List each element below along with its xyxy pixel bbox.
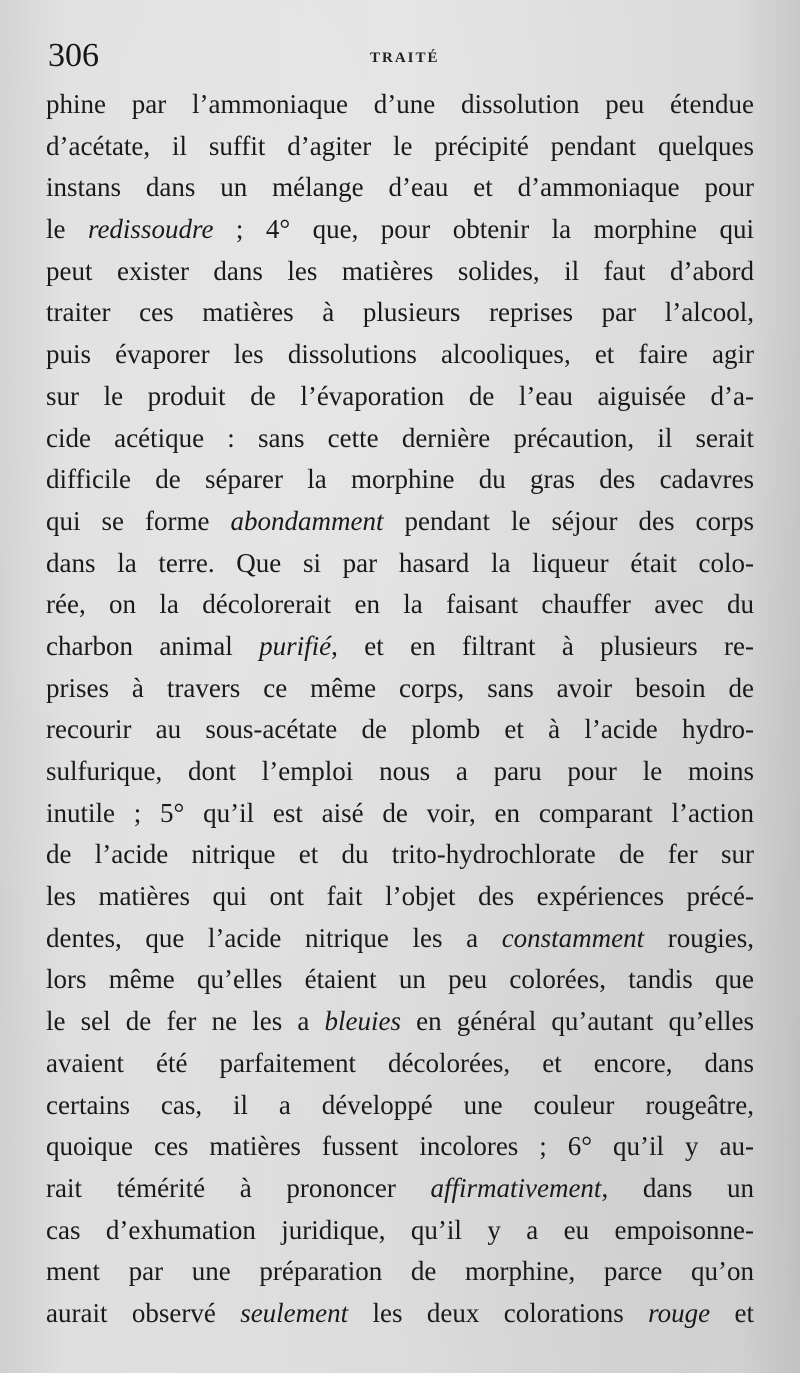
text-line [46, 793, 754, 835]
text-line [46, 1210, 754, 1252]
text-line [46, 84, 754, 126]
text-line [46, 251, 754, 293]
text-run: aurait observé [46, 1297, 241, 1328]
text-line [46, 1293, 754, 1335]
text-run: sur le produit de l’évaporation de l’eau aiguisée d’a- [46, 380, 754, 411]
text-run: en général qu’autant qu’elles [401, 1006, 755, 1037]
running-title: TRAITÉ [370, 50, 440, 66]
text-run: qui se forme [46, 505, 231, 536]
text-line [46, 334, 754, 376]
text-run: certains cas, il a développé une couleur rougeâtre, [46, 1089, 754, 1120]
text-run: inutile ; 5° qu’il est aisé de voir, en comparant l’action [46, 797, 754, 828]
text-run: cide acétique : sans cette dernière précaution, il serait [46, 422, 754, 453]
text-line [46, 292, 754, 334]
text-line [46, 1126, 754, 1168]
text-line [46, 709, 754, 751]
italic-phrase: redissoudre [87, 214, 214, 245]
text-run: le [46, 214, 88, 245]
italic-phrase: bleuies [324, 1006, 401, 1037]
text-run: peut exister dans les matières solides, il faut d’abord [46, 255, 754, 286]
italic-phrase: affirmativement [430, 1172, 602, 1203]
text-line [46, 668, 754, 710]
text-run: charbon animal [46, 630, 260, 661]
text-run: les matières qui ont fait l’objet des expériences précé- [46, 881, 754, 912]
text-run: rée, on la décolorerait en la faisant chauffer avec du [46, 589, 754, 620]
italic-phrase: purifié [259, 630, 332, 661]
text-run: dans la terre. Que si par hasard la liqueur était colo- [46, 547, 754, 578]
italic-phrase: seulement [240, 1297, 349, 1328]
text-line [46, 1251, 754, 1293]
text-run: prises à travers ce même corps, sans avoir besoin de [46, 672, 754, 703]
text-line [46, 1001, 754, 1043]
text-line [46, 126, 754, 168]
text-line [46, 376, 754, 418]
text-line [46, 959, 754, 1001]
text-run: sulfurique, dont l’emploi nous a paru pour le moins [46, 756, 754, 786]
italic-phrase: constamment [501, 922, 645, 953]
text-line [46, 543, 754, 585]
page-header [48, 36, 752, 76]
text-line [46, 1168, 754, 1210]
text-line [46, 167, 754, 209]
text-run: recourir au sous-acétate de plomb et à l’acide hydro- [46, 714, 754, 745]
italic-phrase: abondamment [230, 505, 384, 536]
text-run: instans dans un mélange d’eau et d’ammoniaque pour [46, 172, 754, 203]
text-run: cas d’exhumation juridique, qu’il y a eu empoisonne- [46, 1214, 754, 1245]
text-line [46, 459, 754, 501]
text-run: puis évaporer les dissolutions alcooliques, et faire agir [46, 339, 754, 370]
text-run: traiter ces matières à plusieurs reprises par l’alcool, [46, 297, 754, 328]
text-line [46, 751, 754, 793]
text-line [46, 418, 754, 460]
text-line [46, 501, 754, 543]
text-run: pendant le séjour des corps [383, 505, 754, 536]
text-run: ; 4° que, pour obtenir la morphine qui [213, 214, 754, 245]
text-run: rougies, [644, 922, 754, 953]
text-run: difficile de séparer la morphine du gras des cadavres [46, 464, 754, 495]
text-line [46, 1043, 754, 1085]
body-text [46, 84, 754, 1335]
text-run: ment par une préparation de morphine, parce qu’on [46, 1256, 754, 1287]
text-run: , dans un [601, 1172, 754, 1203]
text-run: quoique ces matières fussent incolores ; 6° qu’il y au- [46, 1131, 754, 1162]
page-number: 306 [48, 37, 99, 74]
text-run: d’acétate, il suffit d’agiter le précipité pendant quelques [46, 130, 754, 161]
text-run: les deux colorations [348, 1297, 649, 1328]
text-run: avaient été parfaitement décolorées, et encore, dans [46, 1047, 754, 1078]
text-line [46, 918, 754, 960]
text-run: de l’acide nitrique et du trito-hydrochlorate de fer sur [46, 839, 754, 870]
text-run: et [710, 1297, 754, 1328]
text-run: phine par l’ammoniaque d’une dissolution peu étendue [46, 89, 754, 119]
text-run: le sel de fer ne les a [46, 1006, 325, 1037]
text-run: , et en filtrant à plusieurs re- [331, 630, 754, 661]
text-line [46, 1085, 754, 1127]
text-line [46, 209, 754, 251]
text-run: lors même qu’elles étaient un peu colorées, tandis que [46, 964, 754, 995]
italic-phrase: rouge [648, 1297, 711, 1328]
text-line [46, 834, 754, 876]
text-line [46, 584, 754, 626]
text-line [46, 876, 754, 918]
text-line [46, 626, 754, 668]
text-run: dentes, que l’acide nitrique les a [46, 922, 502, 953]
text-run: rait témérité à prononcer [46, 1172, 431, 1203]
